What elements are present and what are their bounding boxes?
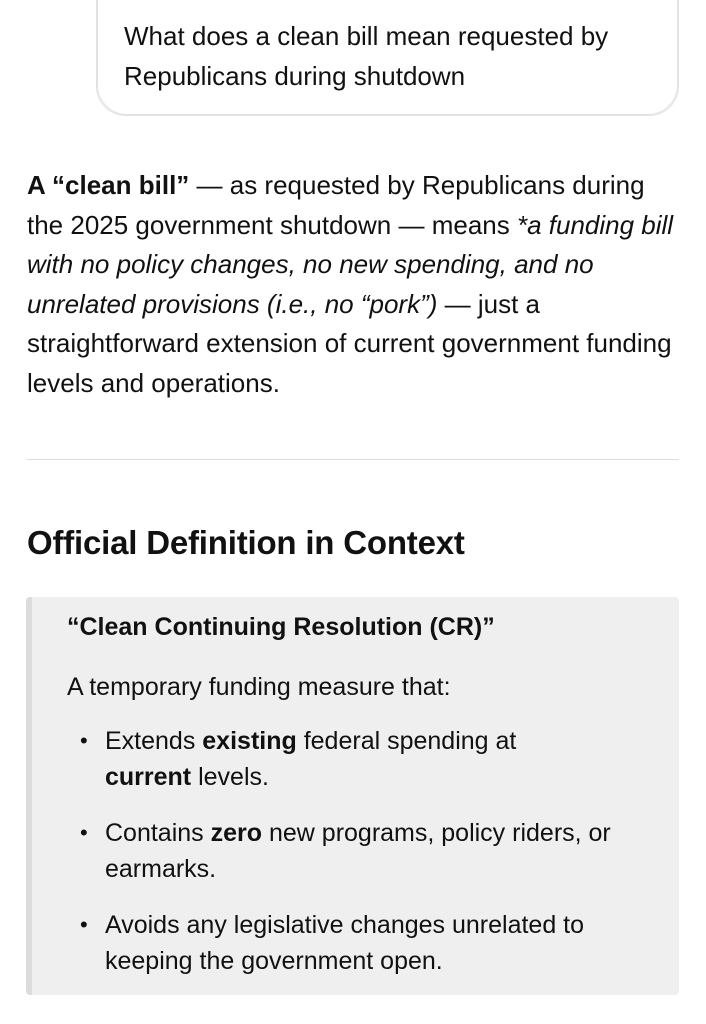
- answer-part-1: — as requested by Republicans during the 2025 government shutdown — means: [27, 170, 645, 240]
- bullet-1-middle: federal spending at: [296, 727, 517, 755]
- bullet-1-bold: existing: [202, 727, 297, 755]
- bullet-dot-icon: •: [80, 728, 88, 753]
- assistant-answer-paragraph: [27, 166, 682, 403]
- bullet-1-before: Extends: [105, 727, 203, 755]
- bullet-dot-icon: •: [80, 912, 88, 937]
- bullet-item-2: [67, 815, 667, 887]
- blockquote-intro: A temporary funding measure that:: [67, 673, 451, 701]
- bullet-dot-icon: •: [80, 820, 88, 845]
- bullet-1-after: levels.: [191, 763, 269, 791]
- definition-blockquote: [26, 597, 679, 995]
- answer-term: A “clean bill”: [27, 170, 190, 200]
- user-message-line-2: Republicans during shutdown: [124, 61, 466, 91]
- user-message-bubble: [96, 0, 679, 116]
- bullet-1-bold-2: current: [105, 763, 192, 791]
- bullet-2-before: Contains: [105, 819, 211, 847]
- bullet-item-3: [67, 907, 667, 979]
- bullet-2-after: new programs, policy riders, or earmarks.: [105, 819, 611, 883]
- answer-italic-part: *a funding bill with no policy changes, no new spending, and no unrelated provisions (i.e., no “pork”): [27, 209, 674, 319]
- bullet-3-text: Avoids any legislative changes unrelated to keeping the government open.: [105, 911, 585, 975]
- user-message-line-1: What does a clean bill mean requested by: [124, 21, 609, 51]
- section-heading: Official Definition in Context: [27, 524, 465, 561]
- bullet-item-1: [67, 723, 667, 795]
- definition-bullet-list: [67, 723, 667, 999]
- section-divider: [27, 459, 679, 460]
- bullet-2-bold: zero: [210, 819, 263, 847]
- answer-part-2: — just a straightforward extension of current government funding levels and operations.: [27, 288, 672, 398]
- blockquote-title: “Clean Continuing Resolution (CR)”: [67, 613, 495, 641]
